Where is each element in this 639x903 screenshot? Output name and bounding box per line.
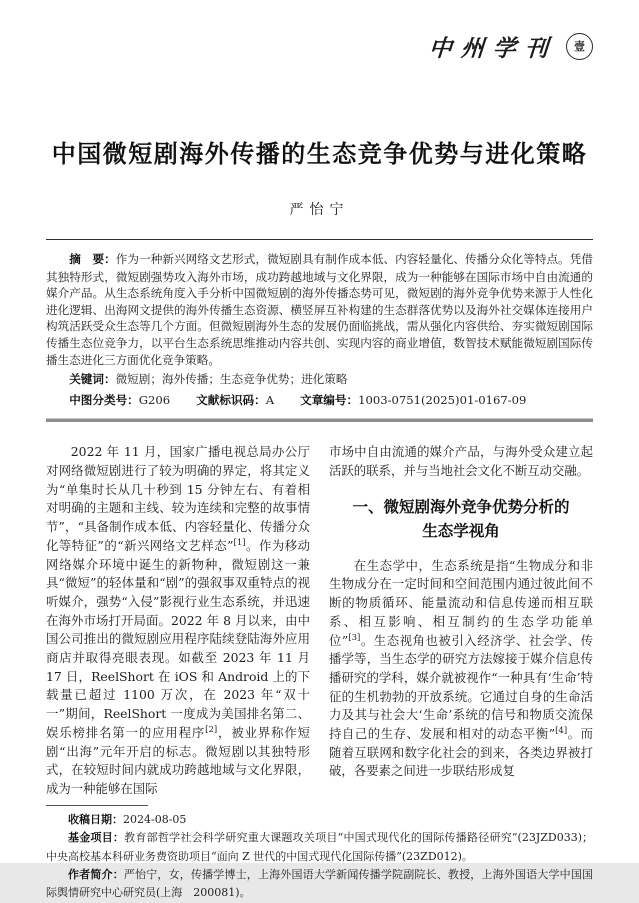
author-bio-line (46, 866, 593, 903)
abstract-paragraph (46, 251, 593, 368)
author-name: 严怡宁 (289, 202, 350, 218)
abstract-top-rule (46, 239, 593, 240)
right-column (329, 443, 593, 798)
received-date-line (46, 811, 593, 829)
funding-text: 教育部哲学社会科学研究重大课题攻关项目“中国式现代化的国际传播路径研究”(23JZD033)；中央高校基本科研业务费资助项目“面向 Z 世代的中国式现代化国际传播”(23ZD012)。 (46, 831, 593, 863)
abstract-label: 摘 要： (69, 253, 116, 266)
body-paragraph: 市场中自由流通的媒介产品，与海外受众建立起活跃的联系，并与当地社会文化不断互动交融。 (329, 444, 593, 479)
received-date-label: 收稿日期： (68, 813, 123, 826)
funding-label: 基金项目： (68, 832, 125, 845)
footnotes-block (46, 805, 593, 903)
received-date-value: 2024-08-05 (123, 812, 187, 826)
abstract-text: 作为一种新兴网络文艺形式，微短剧具有制作成本低、内容轻量化、传播分众化等特点。凭借其独特形式，微短剧强势攻入海外市场，成功跨越地域与文化界限，成为一种能够在国际市场中自由流通的媒介产品。从生态系统角度入手分析中国微短剧的海外传播态势可见，微短剧的海外竞争优势来源于人性化进化逻辑、出海网文提供的海外传播生态资源、横竖屏互补构建的生态群落优势以及海外社交媒体连接用户构筑活跃受众生态等几个方面。但微短剧海外生态的发展仍面临挑战，需从强化内容供给、夯实微短剧国际传播生态位竞争力，以平台生态系统思维推动内容共创、实现内容的商业增值，数智技术赋能微短剧国际传播生态进化三方面优化竞争策略。 (46, 252, 593, 367)
keywords-line (46, 371, 593, 389)
author-bio-label: 作者简介： (68, 868, 124, 881)
masthead (46, 28, 593, 64)
abstract-block (46, 251, 593, 409)
journal-logotype: 中州学刊 (427, 34, 558, 62)
article-id-label: 文章编号： (300, 393, 359, 407)
funding-line (46, 829, 593, 866)
abstract-bottom-rule (46, 418, 593, 422)
meta-line (46, 392, 593, 410)
doc-code-label: 文献标识码： (196, 393, 266, 407)
clc-label: 中图分类号： (69, 393, 139, 407)
seal-character: 壹 (574, 40, 585, 53)
article-title: 中国微短剧海外传播的生态竞争优势与进化策略 (51, 141, 588, 168)
left-column (46, 443, 310, 798)
body-paragraph: 2022 年 11 月，国家广播电视总局办公厅对网络微短剧进行了较为明确的界定，将其定义为“单集时长从几十秒到 15 分钟左右、有着相对明确的主题和主线、较为连续和完整的故事情节”，“具备制作成本低、内容轻量化、传播分众化等特征”的“新兴网络文艺样态”[1]。作为移动网络媒介环境中诞生的新物种，微短剧这一兼具“微短”的轻体量和“剧”的强叙事双重特点的视听媒介，强势“入侵”影视行业生态系统，并迅速在海外市场打开局面。2022 年 8 月以来，由中国公司推出的微短剧应用程序陆续登陆海外应用商店并取得亮眼表现。如截至 2023 年 11 月 17 日，ReelShort 在 iOS 和 Android 上的下载量已超过 1100 万次，在 2023 年“双十一”期间，ReelShort 一度成为美国排名第二、娱乐榜排名第一的应用程序[2]，被业界称作短剧“出海”元年开启的标志。微短剧以其独特形式，在较短时间内就成功跨越地域与文化界限，成为一种能够在国际 (46, 444, 311, 796)
article-id-value: 1003-0751(2025)01-0167-09 (358, 392, 527, 407)
keywords-label: 关键词： (69, 373, 116, 387)
section-heading: 一、微短剧海外竞争优势分析的 生态学视角 (352, 498, 570, 540)
doc-code-value: A (265, 392, 275, 407)
clc-value: G206 (138, 392, 171, 407)
article-body (46, 443, 593, 798)
body-paragraph: 在生态学中，生态系统是指“生物成分和非生物成分在一定时间和空间范围内通过彼此间不断的物质循环、能量流动和信息传递而相互联系、相互影响、相互制约的生态学功能单位”[3]。生态视角也被引入经济学、社会学、传播学等，当生态学的研究方法嫁接于媒介信息传播研究的学科，媒介就被视作“一种具有‘生命’特征的生机勃勃的开放系统。它通过自身的生命活力及其与社会大‘生命’系统的信号和物质交流保持自己的生存、发展和相对的动态平衡”[4]。而随着互联网和数字化社会的到来，各类边界被打破，各要素之间进一步联结形成复 (329, 557, 593, 779)
author-bio-text: 严怡宁，女，传播学博士，上海外国语大学新闻传播学院副院长、教授，上海外国语大学中国国际舆情研究中心研究员(上海 200081)。 (46, 867, 594, 900)
journal-seal-icon (566, 33, 593, 60)
keywords-text: 微短剧；海外传播；生态竞争优势；进化策略 (115, 372, 348, 387)
footnote-separator (46, 805, 148, 806)
